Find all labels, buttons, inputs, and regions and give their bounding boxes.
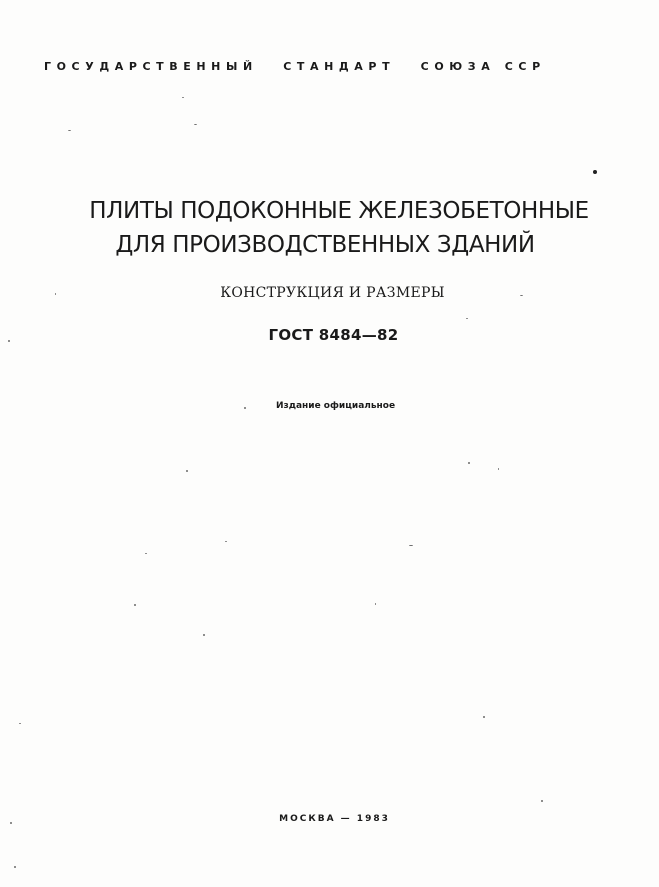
scan-speck (466, 318, 468, 319)
scan-speck (68, 130, 71, 131)
scan-speck (14, 866, 16, 868)
header-state-standard (44, 60, 546, 73)
document-title-line-1: ПЛИТЫ ПОДОКОННЫЕ ЖЕЛЕЗОБЕТОННЫЕ (89, 198, 589, 224)
scan-speck (541, 800, 543, 802)
scan-speck (483, 716, 485, 718)
scan-speck (186, 470, 188, 472)
scan-speck (19, 723, 21, 724)
scan-speck (145, 553, 147, 554)
scan-speck (593, 170, 597, 174)
scan-speck (520, 295, 523, 296)
document-subtitle: КОНСТРУКЦИЯ И РАЗМЕРЫ (220, 285, 445, 301)
scan-speck (10, 822, 12, 824)
scan-speck (498, 468, 499, 470)
edition-note: Издание официальное (275, 401, 396, 411)
document-title-line-2: ДЛЯ ПРОИЗВОДСТВЕННЫХ ЗДАНИЙ (115, 232, 535, 258)
scan-speck (468, 462, 470, 464)
scan-speck (409, 545, 413, 546)
scan-speck (225, 541, 227, 542)
scan-speck (134, 604, 136, 606)
scan-speck (244, 407, 246, 409)
scan-speck (182, 97, 184, 98)
scan-speck (194, 124, 197, 125)
scan-speck (55, 293, 56, 295)
header-word-ussr: СОЮЗА ССР (420, 60, 546, 73)
header-word-state: ГОСУДАРСТВЕННЫЙ (44, 60, 258, 73)
scan-speck (8, 340, 10, 342)
scan-speck (203, 634, 205, 636)
header-word-standard: СТАНДАРТ (283, 60, 396, 73)
standard-number: ГОСТ 8484—82 (268, 326, 399, 344)
scan-speck (375, 603, 376, 605)
publication-place-year: МОСКВА — 1983 (279, 814, 390, 824)
